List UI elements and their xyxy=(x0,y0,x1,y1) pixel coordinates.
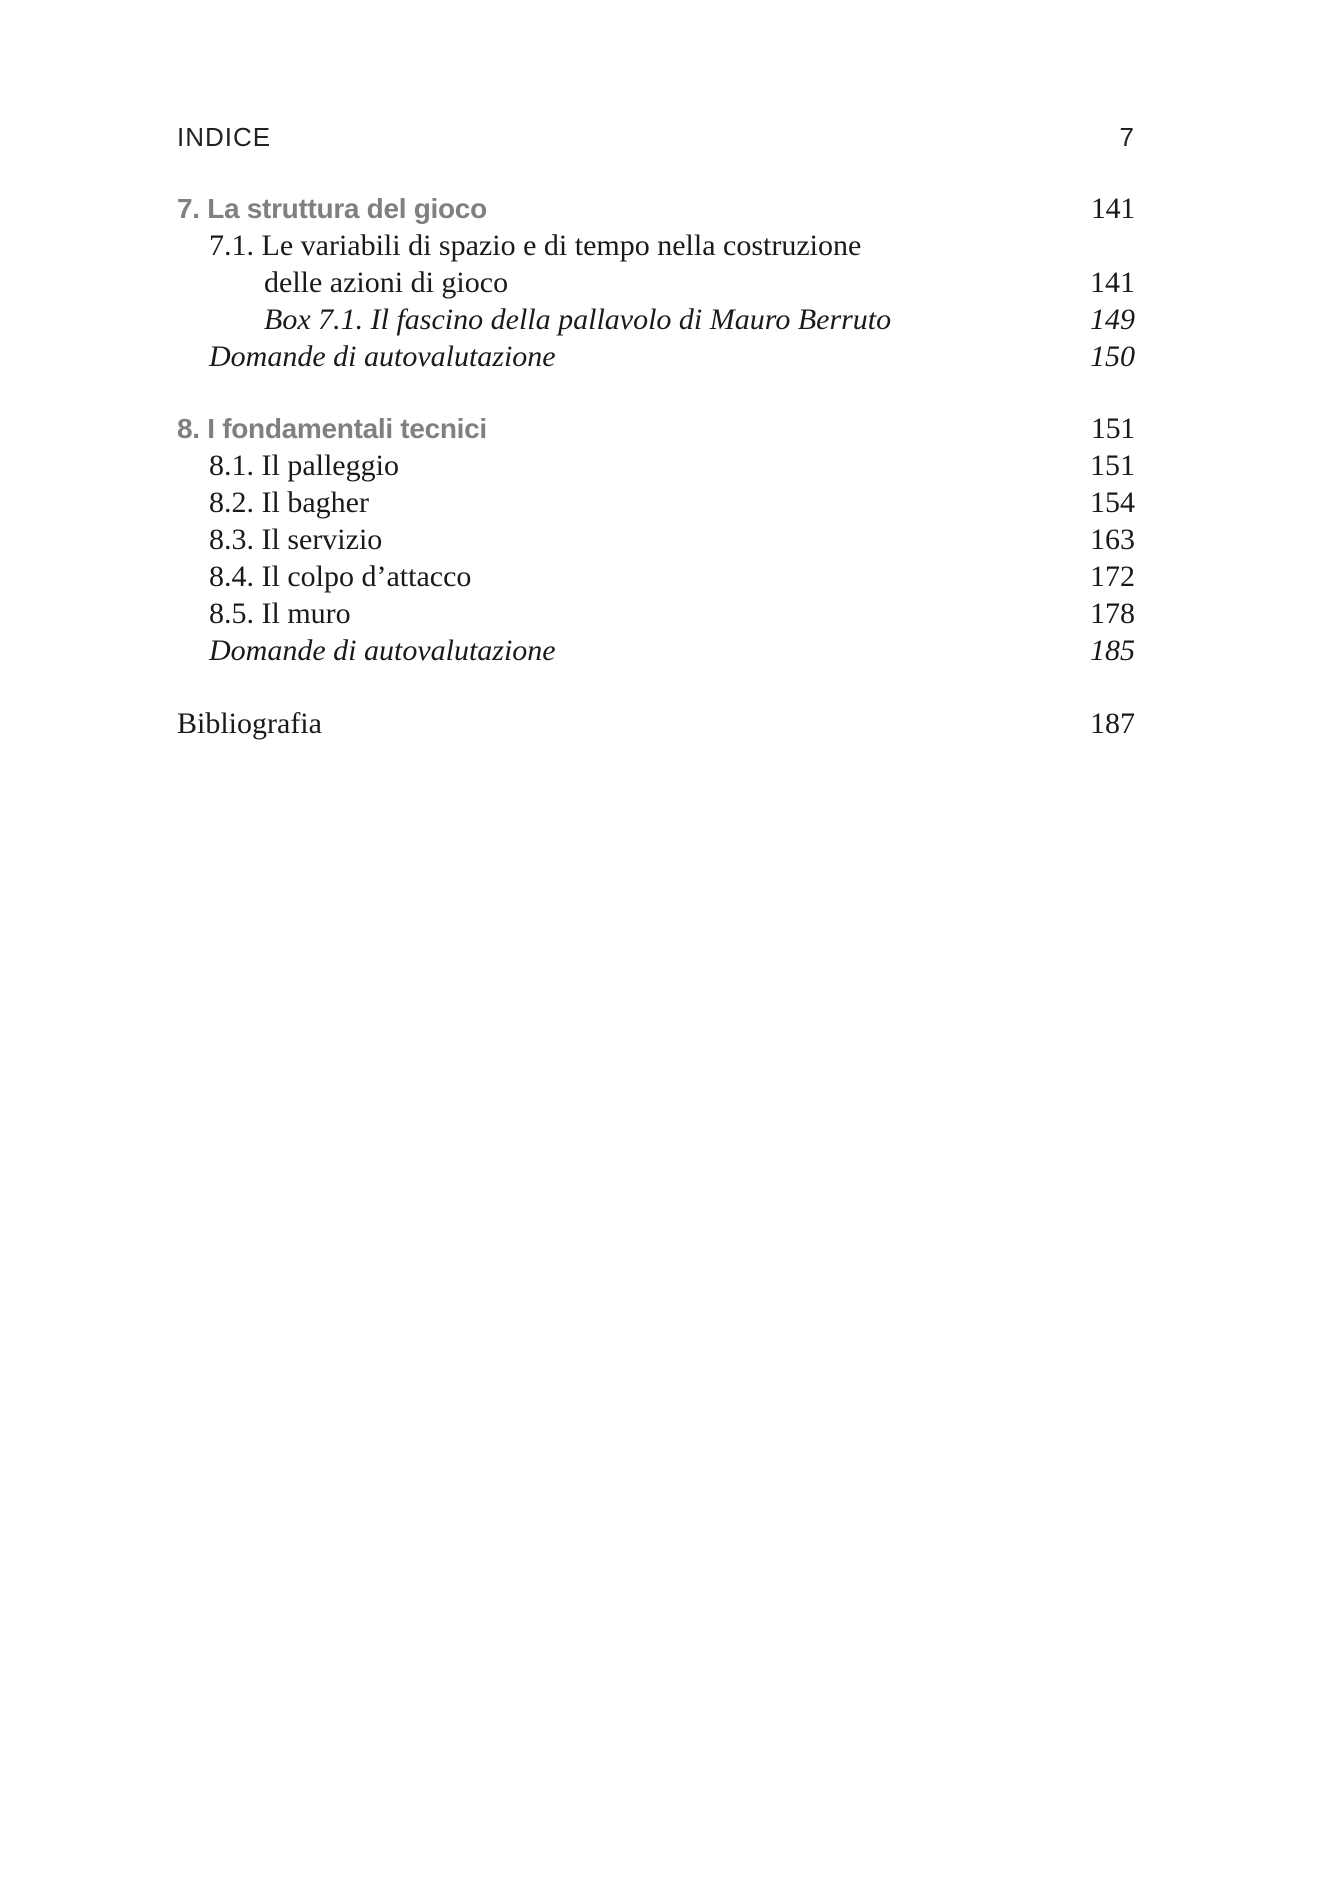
running-head-page-number: 7 xyxy=(1119,122,1135,152)
toc-section-7-1[interactable] xyxy=(177,227,1135,264)
toc-section-7-1-continued[interactable] xyxy=(177,264,1135,301)
table-of-contents xyxy=(177,190,1135,742)
toc-selfcheck-title: Domande di autovalutazione xyxy=(209,634,556,667)
toc-spacer xyxy=(177,375,1135,410)
toc-section-8-3[interactable] xyxy=(177,521,1135,558)
toc-page-number: 154 xyxy=(1090,486,1135,519)
toc-spacer xyxy=(177,669,1135,705)
toc-bibliography-title: Bibliografia xyxy=(177,707,322,740)
toc-section-8-4[interactable] xyxy=(177,558,1135,595)
toc-section-title: 8.2. Il bagher xyxy=(209,486,369,519)
toc-selfcheck-7[interactable] xyxy=(177,338,1135,375)
toc-page-number: 178 xyxy=(1090,597,1135,630)
running-head xyxy=(177,122,1135,153)
toc-selfcheck-8[interactable] xyxy=(177,632,1135,669)
toc-page-number: 141 xyxy=(1090,266,1135,299)
toc-page-number: 141 xyxy=(1090,192,1135,225)
toc-page-number: 163 xyxy=(1090,523,1135,556)
toc-section-title: 7.1. Le variabili di spazio e di tempo nella costruzione xyxy=(209,229,862,262)
toc-chapter-title: 8. I fondamentali tecnici xyxy=(177,413,487,444)
toc-box-7-1[interactable] xyxy=(177,301,1135,338)
toc-page-number: 185 xyxy=(1090,634,1135,667)
toc-page-number: 149 xyxy=(1090,303,1135,336)
toc-section-8-2[interactable] xyxy=(177,484,1135,521)
running-head-section: INDICE xyxy=(177,122,272,152)
toc-section-8-1[interactable] xyxy=(177,447,1135,484)
toc-chapter-8[interactable] xyxy=(177,410,1135,447)
toc-bibliography[interactable] xyxy=(177,705,1135,742)
toc-page-number: 151 xyxy=(1090,449,1135,482)
toc-page-number: 187 xyxy=(1090,707,1135,740)
toc-chapter-title: 7. La struttura del gioco xyxy=(177,193,487,224)
toc-selfcheck-title: Domande di autovalutazione xyxy=(209,340,556,373)
toc-section-title: 8.1. Il palleggio xyxy=(209,449,399,482)
toc-section-title: 8.3. Il servizio xyxy=(209,523,383,556)
toc-section-title: 8.5. Il muro xyxy=(209,597,351,630)
toc-box-title: Box 7.1. Il fascino della pallavolo di Mauro Berruto xyxy=(264,303,892,336)
toc-section-title: 8.4. Il colpo d’attacco xyxy=(209,560,472,593)
toc-section-title-continued: delle azioni di gioco xyxy=(264,266,509,299)
toc-page-number: 150 xyxy=(1090,340,1135,373)
toc-chapter-7[interactable] xyxy=(177,190,1135,227)
toc-page-number: 151 xyxy=(1090,412,1135,445)
toc-section-8-5[interactable] xyxy=(177,595,1135,632)
toc-page-number: 172 xyxy=(1090,560,1135,593)
